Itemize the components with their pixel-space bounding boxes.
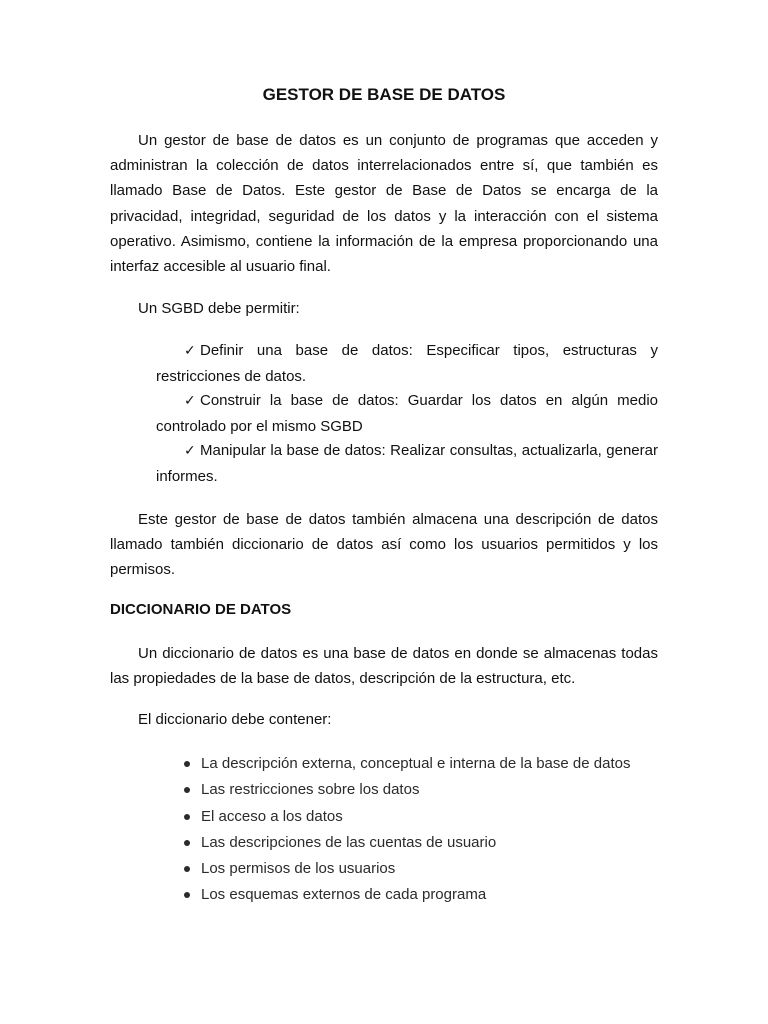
document-title: GESTOR DE BASE DE DATOS [262,85,506,104]
bullet-icon [184,840,190,846]
list-item [182,831,630,857]
section-heading: DICCIONARIO DE DATOS [110,601,292,618]
list-item [182,752,630,778]
list-item-text: Las descripciones de las cuentas de usuario [201,833,497,851]
dictionary-intro: El diccionario debe contener: [138,711,332,728]
sgbd-intro: Un SGBD debe permitir: [138,300,300,317]
checkmark-icon: ✓ [184,393,196,409]
sgbd-item-text: Definir una base de datos: Especificar tipos, estructuras y restricciones de datos. [156,342,658,386]
bullet-icon [184,761,190,767]
list-item [182,857,630,883]
sgbd-item [156,338,658,389]
sgbd-item [156,438,658,489]
list-item [182,805,630,831]
list-item [182,778,630,804]
list-item [182,883,630,909]
list-item-text: Los esquemas externos de cada programa [201,886,487,904]
bullet-icon [184,866,190,872]
list-item-text: Las restricciones sobre los datos [201,781,420,799]
storage-paragraph: Este gestor de base de datos también almacena una descripción de datos llamado también diccionario de datos así como los usuarios permitidos y los permisos. [110,511,658,579]
list-item-text: El acceso a los datos [201,807,343,825]
bullet-icon [184,814,190,820]
dictionary-list [182,752,630,910]
sgbd-item-text: Manipular la base de datos: Realizar consultas, actualizarla, generar informes. [156,442,658,486]
intro-paragraph: Un gestor de base de datos es un conjunto de programas que acceden y administran la colección de datos interrelacionados entre sí, que también es llamado Base de Datos. Este gestor de Base de Datos se encarga de la privacidad, integridad, seguridad de los datos y la interacción con el sistema operativo. Asimismo, contiene la información de la empresa proporcionando una interfaz accesible al usuario final. [110,132,658,276]
dictionary-paragraph: Un diccionario de datos es una base de datos en donde se almacenas todas las propiedades de la base de datos, descripción de la estructura, etc. [110,645,658,688]
bullet-icon [184,787,190,793]
checkmark-icon: ✓ [184,443,196,459]
checkmark-icon: ✓ [184,343,196,359]
sgbd-item-text: Construir la base de datos: Guardar los datos en algún medio controlado por el mismo SGBD [156,392,658,436]
bullet-icon [184,892,190,898]
list-item-text: La descripción externa, conceptual e interna de la base de datos [201,755,631,772]
list-item-text: Los permisos de los usuarios [201,860,396,878]
sgbd-item [156,388,658,439]
